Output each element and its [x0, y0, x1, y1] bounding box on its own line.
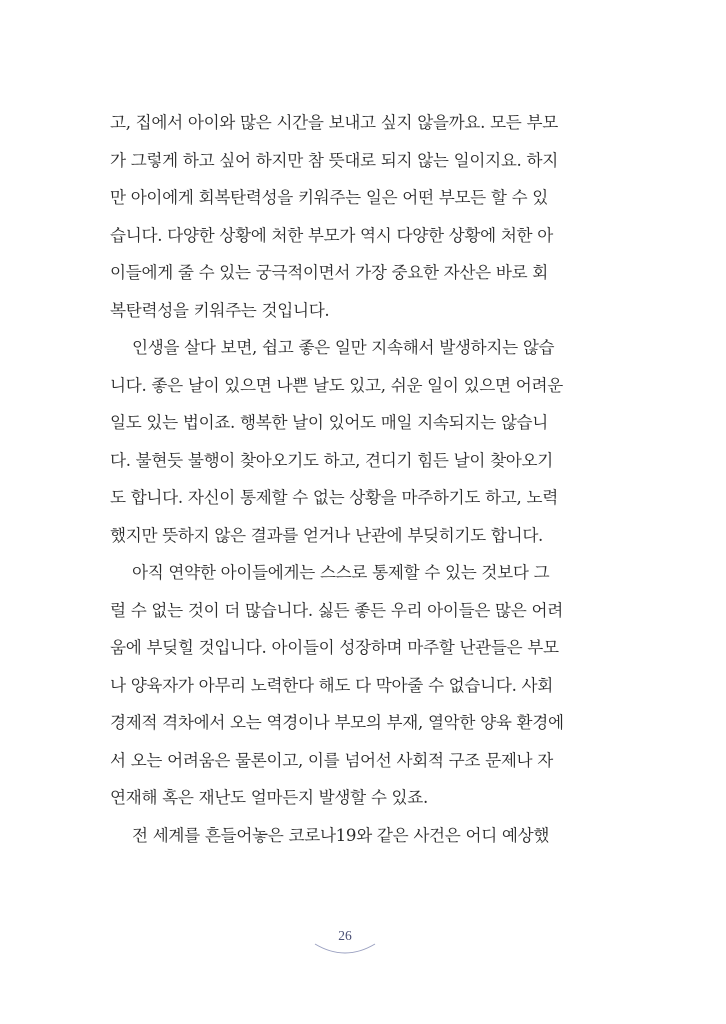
text-line: 했지만 뜻하지 않은 결과를 얻거나 난관에 부딪히기도 합니다. — [110, 525, 544, 545]
text-line: 이들에게 줄 수 있는 궁극적이면서 가장 중요한 자산은 바로 회 — [110, 263, 549, 282]
text-line: 아직 연약한 아이들에게는 스스로 통제할 수 있는 것보다 그 — [132, 563, 550, 582]
text-line: 만 아이에게 회복탄력성을 키워주는 일은 어떤 부모든 할 수 있 — [110, 188, 549, 207]
text-line: 가 그렇게 하고 싶어 하지만 참 뜻대로 되지 않는 일이지요. 하지 — [110, 150, 558, 170]
text-line: 일도 있는 법이죠. 행복한 날이 있어도 매일 지속되지는 않습니 — [110, 413, 549, 432]
text-line: 전 세계를 흔들어놓은 코로나19와 같은 사건은 어디 예상했 — [132, 825, 550, 845]
text-line: 복탄력성을 키워주는 것입니다. — [110, 300, 330, 320]
text-line: 움에 부딪힐 것입니다. 아이들이 성장하며 마주할 난관들은 부모 — [110, 638, 559, 657]
text-line: 니다. 좋은 날이 있으면 나쁜 날도 있고, 쉬운 일이 있으면 어려운 — [110, 375, 563, 395]
text-line: 나 양육자가 아무리 노력한다 해도 다 막아줄 수 없습니다. 사회 — [110, 675, 553, 695]
text-line: 경제적 격차에서 오는 역경이나 부모의 부재, 열악한 양육 환경에 — [110, 713, 564, 732]
text-line: 인생을 살다 보면, 쉽고 좋은 일만 지속해서 발생하지는 않습 — [132, 338, 555, 357]
text-line: 럴 수 없는 것이 더 많습니다. 싫든 좋든 우리 아이들은 많은 어려 — [110, 600, 563, 620]
page-number-ornament — [313, 926, 377, 962]
text-line: 도 합니다. 자신이 통제할 수 없는 상황을 마주하기도 하고, 노력 — [110, 488, 558, 507]
text-line: 연재해 혹은 재난도 얼마든지 발생할 수 있죠. — [110, 788, 428, 807]
text-line: 다. 불현듯 불행이 찾아오기도 하고, 견디기 힘든 날이 찾아오기 — [110, 450, 553, 470]
body-text — [110, 104, 580, 854]
page-footer — [313, 926, 377, 962]
text-line: 습니다. 다양한 상황에 처한 부모가 역시 다양한 상황에 처한 아 — [110, 225, 553, 245]
page-number: 26 — [338, 928, 352, 943]
text-line: 서 오는 어려움은 물론이고, 이를 넘어선 사회적 구조 문제나 자 — [110, 750, 553, 770]
text-line: 고, 집에서 아이와 많은 시간을 보내고 싶지 않을까요. 모든 부모 — [110, 113, 558, 132]
